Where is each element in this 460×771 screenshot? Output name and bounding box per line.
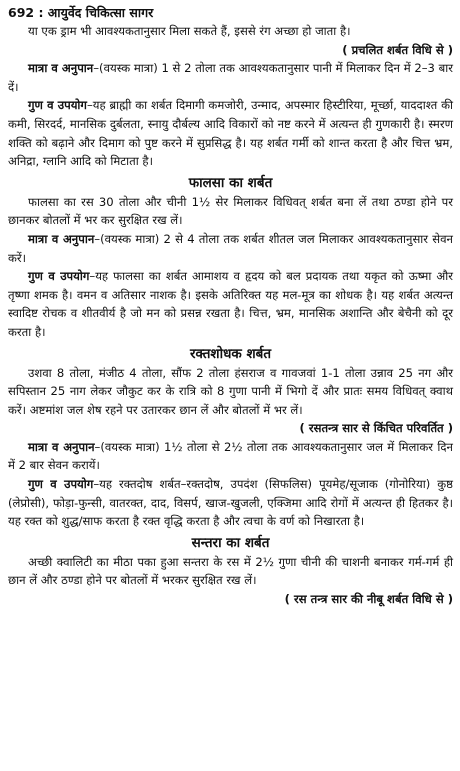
paragraph-text: –यह ब्राह्मी का शर्बत दिमागी कमजोरी, उन्माद, अपस्मार हिस्टीरिया, मूर्च्छा, याददाश्त की कमी, सिरदर्द, मानसिक दुर्बलता, स्नायु दौर्बल्य आदि विकारों को नष्ट करने में अत्यन्त ही गुणकारी है। स्मरण शक्ति को बढ़ाने और दिमाग को पुष्ट करने में सुप्रसिद्ध है। यह शर्बत गर्मी को शान्त करता है और चित्त भ्रम, अनिद्रा, ग्लानि आदि को मिटाता है। (8, 98, 453, 169)
book-title: आयुर्वेद चिकित्सा सागर (47, 5, 154, 20)
paragraph: उशवा 8 तोला, मंजीठ 4 तोला, सौंफ 2 तोला हंसराज व गावजवां 1-1 तोला उन्नाव 25 नग और सपिस्तान 25 नाग लेकर जौकुट कर के रात्रि को 8 गुणा पानी में भिगो दें और प्रातः समय विधिवत् क्वाथ करें। अष्टमांश जल शेष रहने पर उतारकर छान लें और बोतलों में भर लें। (8, 365, 453, 417)
source-note: ( रस तन्त्र सार की नीबू शर्बत विधि से ) (284, 592, 453, 607)
paragraph-label: गुण व उपयोग (28, 98, 87, 113)
paragraph: या एक ड्राम भी आवश्यकतानुसार मिला सकते हैं, इससे रंग अच्छा हो जाता है। (28, 24, 351, 38)
labeled-paragraph (8, 267, 453, 341)
paragraph: फालसा का रस 30 तोला और चीनी 1½ सेर मिलाकर विधिवत् शर्बत बना लें तथा ठण्डा होने पर छानकर बोतलों में भर कर सुरक्षित रख लें। (8, 194, 453, 228)
labeled-paragraph (8, 59, 453, 96)
paragraph-label: मात्रा व अनुपान (28, 439, 95, 454)
paragraph: अच्छी क्वालिटी का मीठा पका हुआ सन्तरा के रस में 2½ गुणा चीनी की चाशनी बनाकर गर्म-गर्म ही छान लें और ठण्डा होने पर बोतलों में भरकर सुरक्षित रख लें। (8, 554, 453, 588)
source-note: ( प्रचलित शर्बत विधि से ) (342, 42, 453, 57)
section-heading: फालसा का शर्बत (188, 174, 273, 191)
labeled-paragraph (8, 96, 453, 170)
page-header: 692 : आयुर्वेद चिकित्सा सागर (8, 5, 154, 20)
page-number: 692 (8, 5, 35, 20)
labeled-paragraph (8, 230, 453, 267)
labeled-paragraph (8, 475, 453, 531)
section-heading: सन्तरा का शर्बत (191, 534, 270, 551)
section-heading: रक्तशोधक शर्बत (189, 345, 272, 362)
source-note: ( रसतन्त्र सार से किंचित परिवर्तित ) (299, 421, 453, 436)
paragraph-label: मात्रा व अनुपान (28, 231, 95, 246)
page-content (8, 22, 453, 609)
paragraph-text: –(वयस्क मात्रा) 1 से 2 तोला तक आवश्यकतानुसार पानी में मिलाकर दिन में 2–3 बार दें। (8, 61, 453, 94)
paragraph-text: –यह फालसा का शर्बत आमाशय व हृदय को बल प्रदायक तथा यकृत को ऊष्मा और तृष्णा शमक है। वमन व अतिसार नाशक है। इसके अतिरिक्त यह मल-मूत्र का शोधक है। यह शर्बत अत्यन्त स्वादिष्ट रोचक व शीतवीर्य है जो मन को प्रसन्न रखता है। चित्त, भ्रम, मानसिक अशान्ति और बेचैनी को दूर करता है। (8, 269, 453, 339)
paragraph-label: गुण व उपयोग (28, 269, 90, 284)
paragraph-label: मात्रा व अनुपान (28, 61, 94, 76)
paragraph-text: –(वयस्क मात्रा) 2 से 4 तोला तक शर्बत शीतल जल मिलाकर आवश्यकतानुसार सेवन करें। (8, 231, 453, 265)
labeled-paragraph (8, 438, 453, 475)
paragraph-text: –यह रक्तदोष शर्बत–रक्तदोष, उपदंश (सिफलिस) पूयमेह/सूजाक (गोनोरिया) कुष्ठ (लेप्रोसी), फोड़ा-फुन्सी, वातरक्त, दाद, विसर्प, खाज-खुजली, एक्जिमा आदि रोगों में अत्यन्त ही हितकर है। यह रक्त को शुद्ध/साफ करता है रक्त वृद्धि करता है और त्वचा के वर्ण को निखारता है। (8, 477, 454, 529)
paragraph-label: गुण व उपयोग (28, 477, 94, 492)
paragraph-text: –(वयस्क मात्रा) 1½ तोला से 2½ तोला तक आवश्यकतानुसार जल में मिलाकर दिन में 2 बार सेवन करायें। (8, 439, 453, 473)
